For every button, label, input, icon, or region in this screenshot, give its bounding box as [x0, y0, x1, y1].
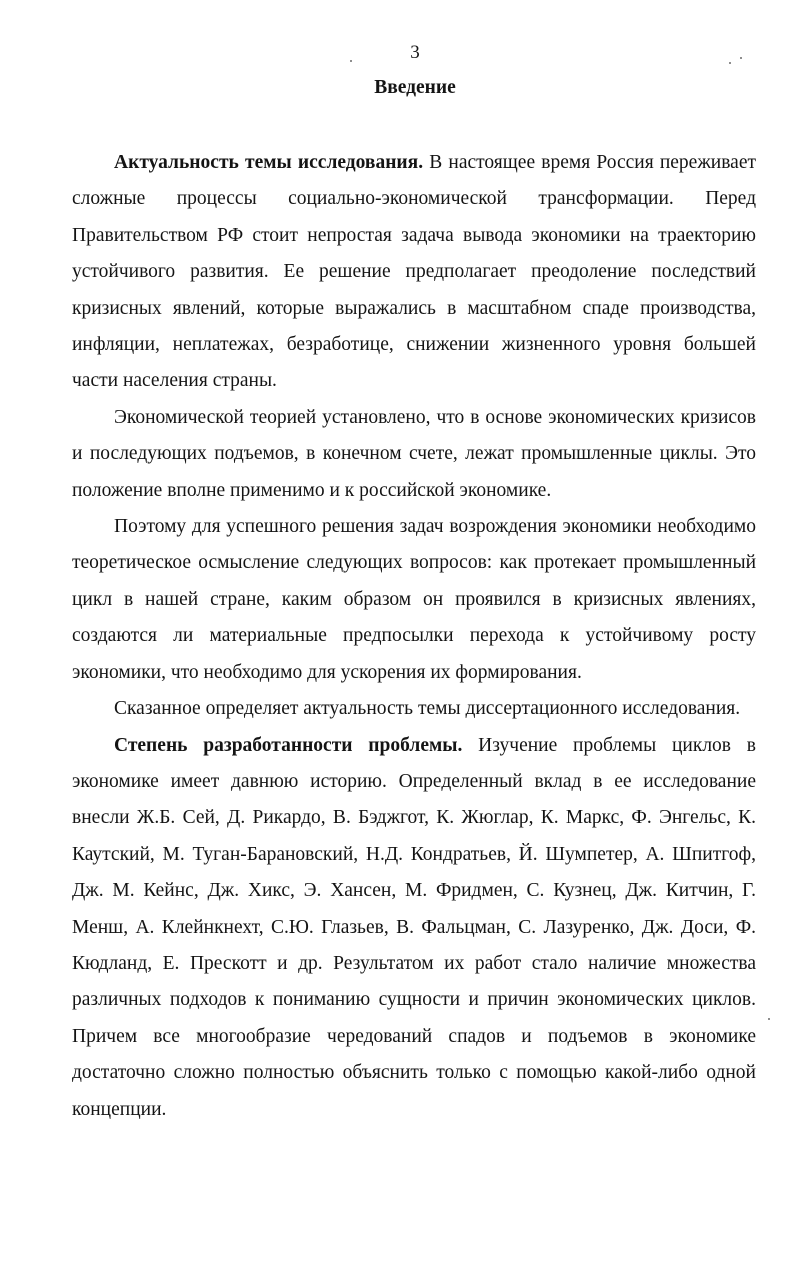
paragraph-lead: Степень разработанности проблемы.: [114, 734, 463, 756]
paragraph-text: Сказанное определяет актуальность темы диссертационного исследования.: [114, 698, 741, 720]
paragraph-text: Экономической теорией установлено, что в основе экономических кризисов и последующих подъемов, в конечном счете, лежат промышленные циклы. Это положение вполне применимо и к российской экономике.: [72, 406, 756, 501]
scan-speck: [768, 1018, 770, 1020]
paragraph-text: В настоящее время Россия переживает сложные процессы социально-экономической трансформации. Перед Правительством РФ стоит непростая задача вывода экономики на траекторию устойчивого развития. Ее решение предполагает преодоление последствий кризисных явлений, которые выражались в масштабном спаде производства, инфляции, неплатежах, безработице, снижении жизненного уровня большей части населения страны.: [72, 152, 757, 392]
paragraph-text: Изучение проблемы циклов в экономике имеет давнюю историю. Определенный вклад в ее исследование внесли Ж.Б. Сей, Д. Рикардо, В. Бэджгот, К. Жюглар, К. Маркс, Ф. Энгельс, К. Каутский, М. Туган-Барановский, Н.Д. Кондратьев, Й. Шумпетер, А. Шпитгоф, Дж. М. Кейнс, Дж. Хикс, Э. Хансен, М. Фридмен, С. Кузнец, Дж. Китчин, Г. Менш, А. Клейнкнехт, С.Ю. Глазьев, В. Фальцман, С. Лазуренко, Дж. Доси, Ф. Кюдланд, Е. Прескотт и др. Результатом их работ стало наличие множества различных подходов к пониманию сущности и причин экономических циклов. Причем все многообразие чередований спадов и подъемов в экономике достаточно сложно полностью объяснить только с помощью какой-либо одной концепции.: [72, 734, 756, 1120]
paragraph-questions: [72, 509, 756, 691]
paragraph-text: Поэтому для успешного решения задач возрождения экономики необходимо теоретическое осмысление следующих вопросов: как протекает промышленный цикл в нашей стране, каким образом он проявился в кризисных явлениях, создаются ли материальные предпосылки перехода к устойчивому росту экономики, что необходимо для ускорения их формирования.: [72, 516, 756, 683]
body-text: [72, 145, 756, 1128]
paragraph-development: [72, 728, 756, 1128]
paragraph-conclusion: [72, 691, 756, 727]
paragraph-relevance: [72, 145, 756, 400]
page-number: 3: [410, 42, 420, 63]
section-heading: Введение: [374, 77, 456, 98]
paragraph-theory: [72, 400, 756, 509]
paragraph-lead: Актуальность темы исследования.: [114, 152, 424, 173]
